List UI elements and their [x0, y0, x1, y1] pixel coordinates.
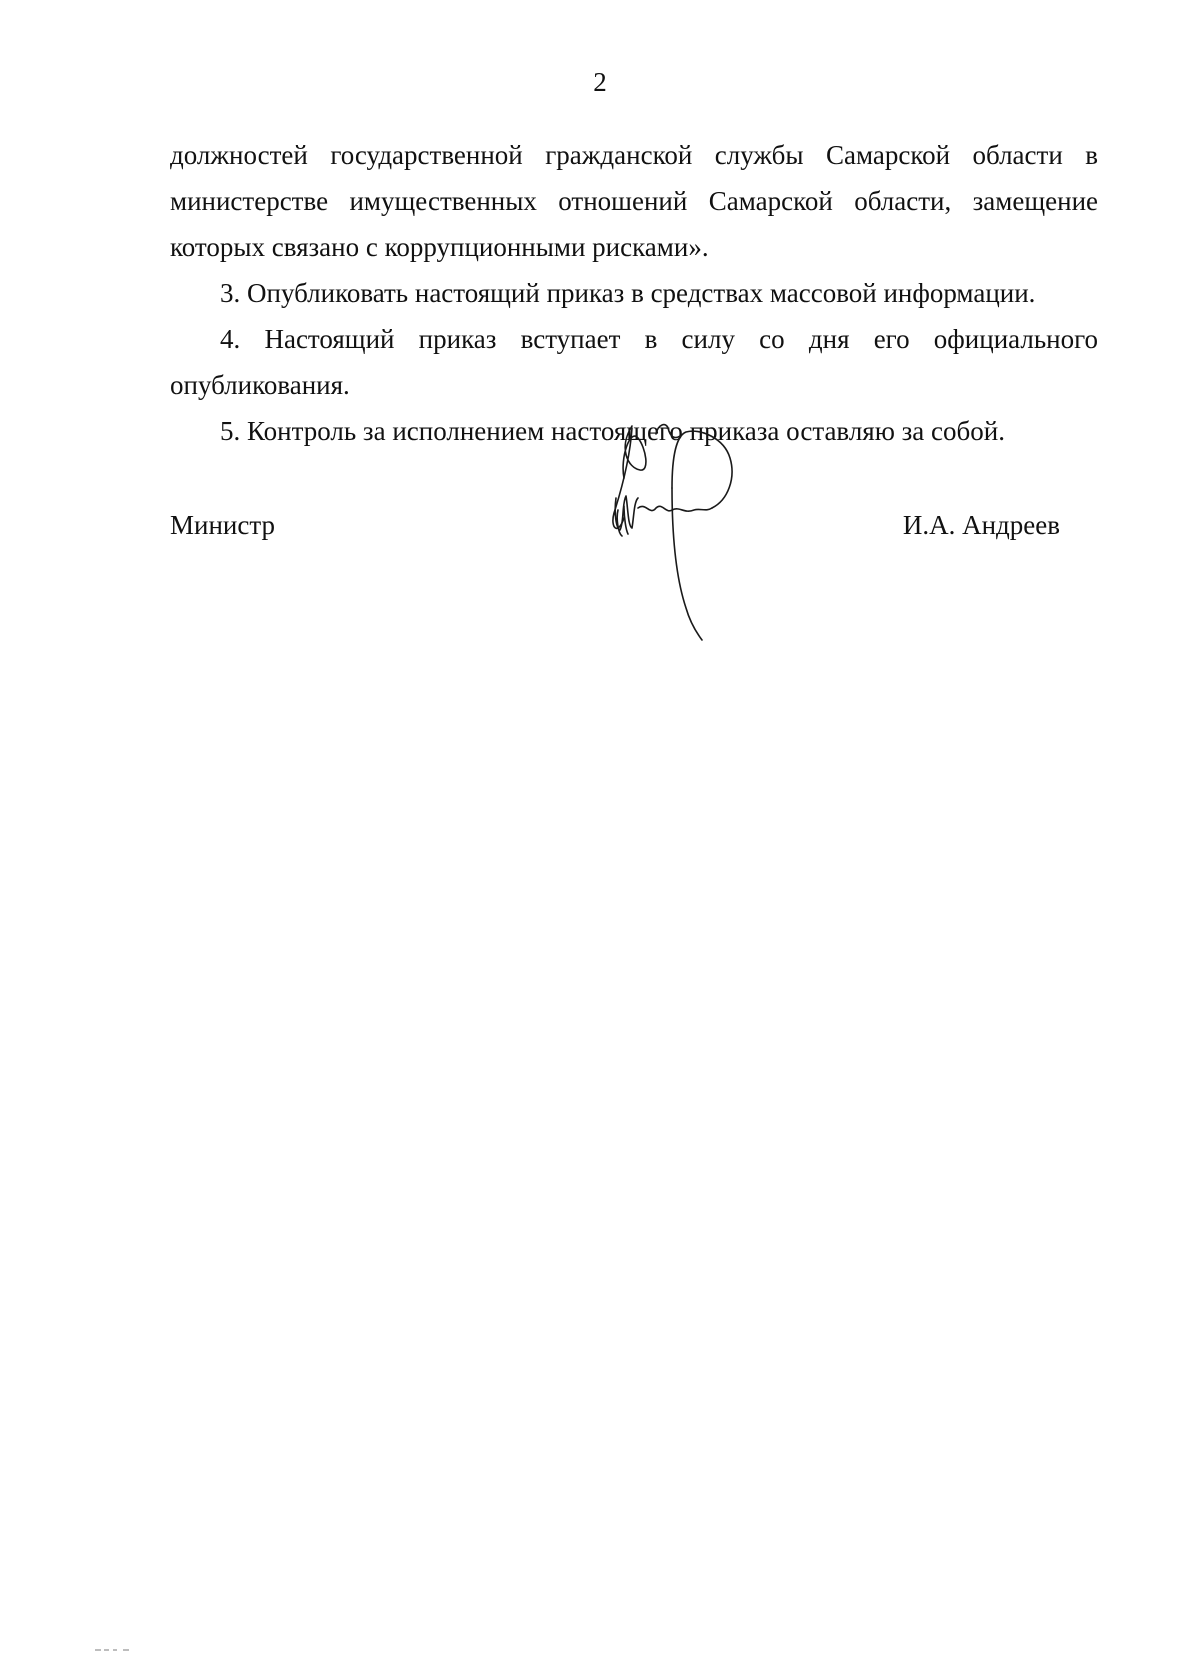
scan-artifact-mark [95, 1648, 150, 1652]
signatory-name: И.А. Андреев [902, 510, 1060, 540]
handwritten-signature-icon [610, 418, 770, 658]
paragraph-item-4: 4. Настоящий приказ вступает в силу со дня его официального опубликования. [170, 324, 1098, 400]
paragraph-item-3: 3. Опубликовать настоящий приказ в средствах массовой информации. [220, 278, 1036, 308]
document-body [170, 132, 1098, 454]
paragraph-continuation: должностей государственной гражданской службы Самарской области в министерстве имущественных отношений Самарской области, замещение которых связано с коррупционными рисками». [170, 140, 1098, 262]
signatory-title: Министр [170, 510, 275, 540]
paragraph-item-5: 5. Контроль за исполнением настоящего приказа оставляю за собой. [220, 416, 1005, 446]
page-number: 2 [593, 67, 607, 97]
